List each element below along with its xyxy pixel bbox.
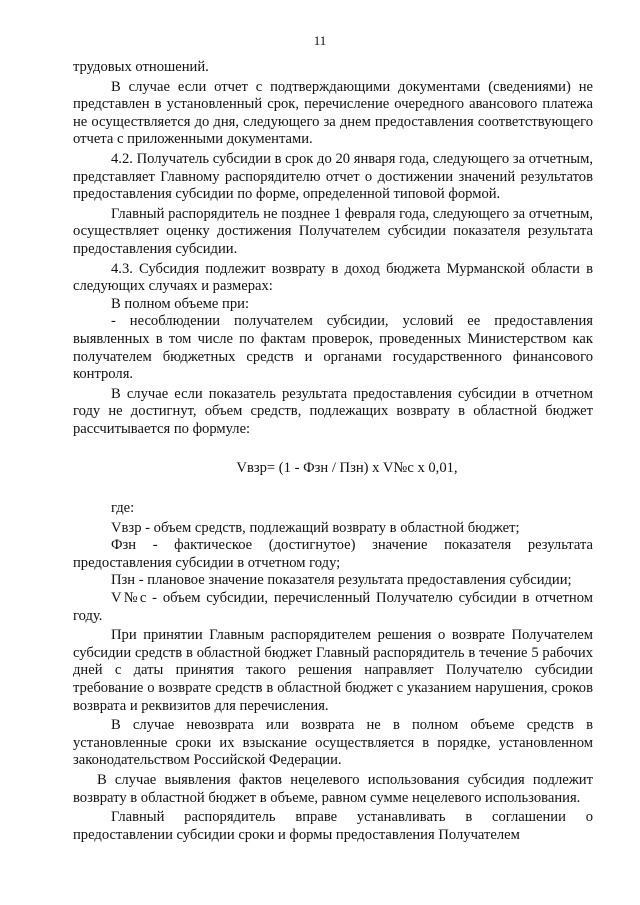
formula: Vвзр= (1 - Фзн / Пзн) x V№c x 0,01, xyxy=(236,460,458,477)
paragraph-misuse: В случае выявления фактов нецелевого использования субсидия подлежит возврату в областной бюджет в объеме, равном сумме нецелевого использования. xyxy=(73,771,593,806)
definition-vvzr: Vвзр - объем средств, подлежащий возврату в областной бюджет; xyxy=(111,519,520,536)
paragraph-noncompliance: - несоблюдении получателем субсидии, условий ее предоставления выявленных в том числе по фактам проверок, проведенных Министерством как получателем бюджетных средств и органами государственного финансового контроля. xyxy=(73,313,593,383)
paragraph-continuation: трудовых отношений. xyxy=(73,59,209,75)
paragraph-where: где: xyxy=(111,500,135,517)
document-body xyxy=(73,59,593,844)
definition-fzn: Фзн - фактическое (достигнутое) значение показателя результата предоставления субсидии в отчетном году; xyxy=(73,537,593,571)
paragraph-agreement: Главный распорядитель вправе устанавливать в соглашении о предоставлении субсидии сроки и формы предоставления Получателем xyxy=(73,809,593,843)
paragraph-4-2: 4.2. Получатель субсидии в срок до 20 января года, следующего за отчетным, представляет Главному распорядителю отчет о достижении значений результатов предоставления субсидии по форме, определенной типовой формой. xyxy=(73,150,593,203)
paragraph-non-return: В случае невозврата или возврата не в полном объеме средств в установленные сроки их взыскание осуществляется в порядке, установленном законодательством Российской Федерации. xyxy=(73,717,593,769)
paragraph-return-decision: При принятии Главным распорядителем решения о возврате Получателем субсидии средств в областной бюджет Главный распорядитель в течение 5 рабочих дней с даты принятия такого решения направляет Получателю субсидии требование о возврате средств в областной бюджет с указанием нарушения, сроков возврата и реквизитов для перечисления. xyxy=(73,627,593,714)
definition-vnc: V№с - объем субсидии, перечисленный Получателю субсидии в отчетном году. xyxy=(73,590,593,624)
paragraph-formula-intro: В случае если показатель результата предоставления субсидии в отчетном году не достигнут, объем средств, подлежащих возврату в областной бюджет рассчитывается по формуле: xyxy=(73,385,593,437)
paragraph-evaluation: Главный распорядитель не позднее 1 февраля года, следующего за отчетным, осуществляет оценку достижения Получателем субсидии показателя результата предоставления субсидии. xyxy=(73,205,593,257)
page-number: 11 xyxy=(313,33,327,48)
definition-pzn: Пзн - плановое значение показателя результата предоставления субсидии; xyxy=(111,572,572,589)
paragraph-full-volume: В полном объеме при: xyxy=(111,295,250,312)
paragraph-4-3: 4.3. Субсидия подлежит возврату в доход бюджета Мурманской области в следующих случаях и размерах: xyxy=(73,260,593,295)
paragraph-report-not-submitted: В случае если отчет с подтверждающими документами (сведениями) не представлен в установленный срок, перечисление очередного авансового платежа не осуществляется до дня, следующего за днем предоставления соответствующего отчета с приложенными документами. xyxy=(73,78,593,148)
